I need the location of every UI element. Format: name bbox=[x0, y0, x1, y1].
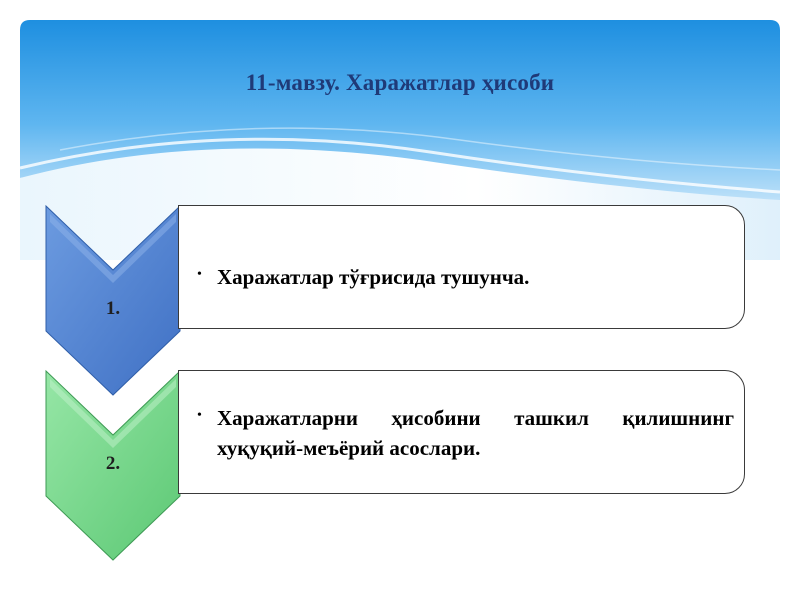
step-1-bullet bbox=[197, 262, 734, 292]
step-2-box bbox=[178, 370, 745, 494]
bullet-icon: • bbox=[197, 408, 202, 423]
step-1-text: Харажатлар тўғрисида тушунча. bbox=[217, 265, 530, 289]
step-1-number: 1. bbox=[105, 298, 121, 319]
step-2-text: Харажатларни ҳисобини ташкил қилишнинг хуқуқий-меъёрий асослари. bbox=[217, 406, 734, 460]
bullet-icon: • bbox=[197, 267, 202, 282]
step-1-box bbox=[178, 205, 745, 329]
slide-title: 11-мавзу. Харажатлар ҳисоби bbox=[245, 70, 555, 95]
step-2-number: 2. bbox=[105, 453, 121, 474]
step-2-bullet bbox=[197, 403, 734, 463]
